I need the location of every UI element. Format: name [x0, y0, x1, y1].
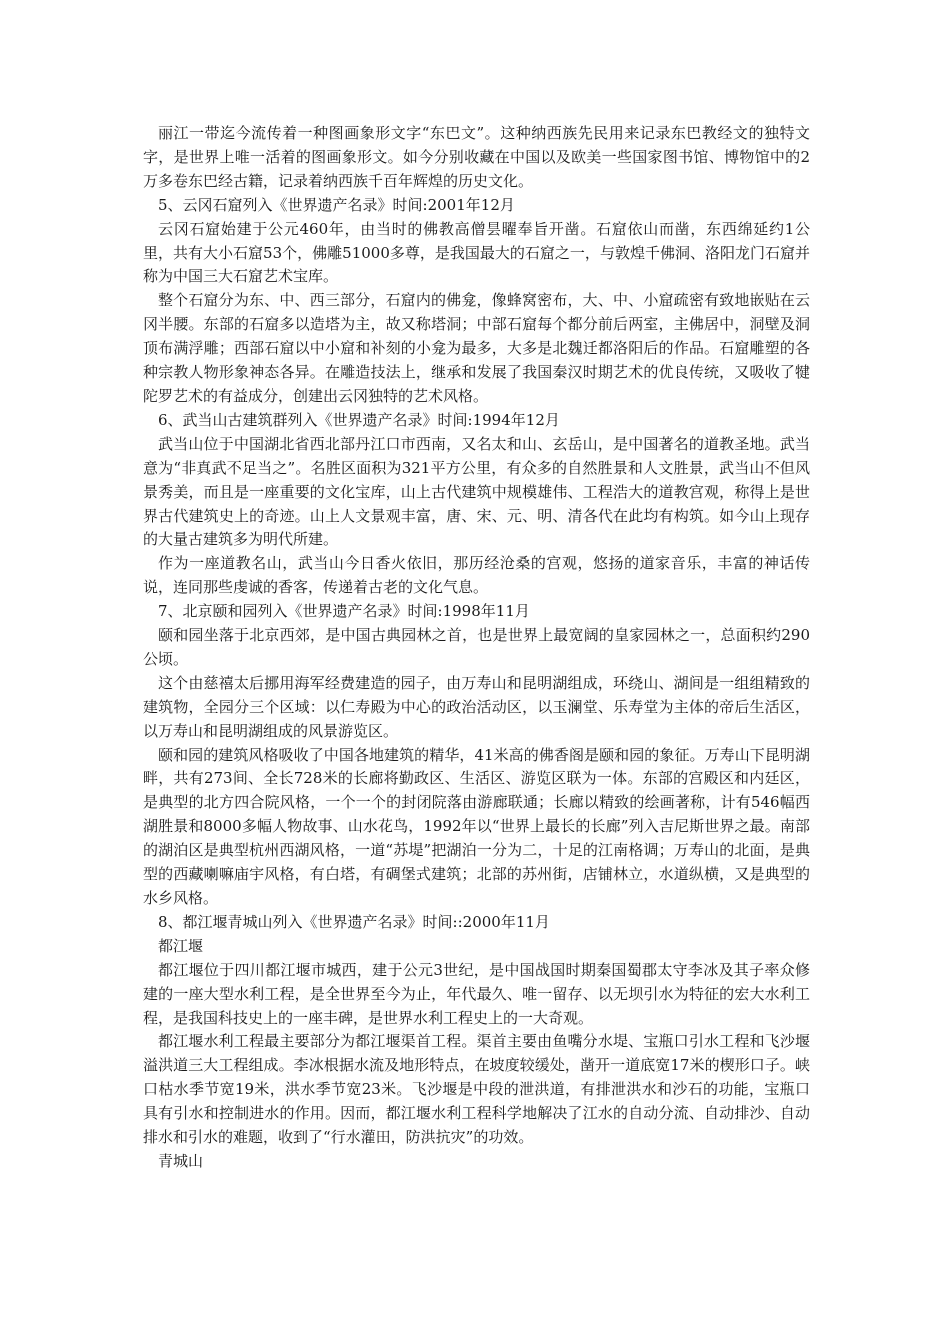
heading-yungang-grottoes: 5、云冈石窟列入《世界遗产名录》时间:2001年12月 [158, 195, 515, 214]
paragraph-wudang-culture: 作为一座道教名山，武当山今日香火依旧，那历经沧桑的宫观，悠扬的道家音乐，丰富的神话传说，连同那些虔诚的香客，传递着古老的文化气息。 [143, 554, 810, 597]
paragraph-dujiangyan-intro: 都江堰位于四川都江堰市城西，建于公元3世纪，是中国战国时期秦国蜀郡太守李冰及其子率众修建的一座大型水利工程，是全世界至今为止，年代最久、唯一留存、以无坝引水为特征的宏大水利工程，是我国科技史上的一座丰碑，是世界水利工程史上的一大奇观。 [143, 960, 810, 1027]
heading-wudang-mountains: 6、武当山古建筑群列入《世界遗产名录》时间:1994年12月 [158, 410, 560, 429]
paragraph-summer-palace-architecture: 颐和园的建筑风格吸收了中国各地建筑的精华，41米高的佛香阁是颐和园的象征。万寿山下昆明湖畔，共有273间、全长728米的长廊将勤政区、生活区、游览区联为一体。东部的宫殿区和内廷区，是典型的北方四合院风格，一个一个的封闭院落由游廊联通；长廊以精致的绘画著称，计有546幅西湖胜景和8000多幅人物故事、山水花鸟，1992年以“世界上最长的长廊”列入吉尼斯世界之最。南部的湖泊区是典型杭州西湖风格，一道“苏堤”把湖泊一分为二，十足的江南格调；万寿山的北面，是典型的西藏喇嘛庙宇风格，有白塔，有碉堡式建筑；北部的苏州街，店铺林立，水道纵横，又是典型的水乡风格。 [143, 745, 810, 907]
paragraph-wudang-intro: 武当山位于中国湖北省西北部丹江口市西南，又名太和山、玄岳山，是中国著名的道教圣地。武当意为“非真武不足当之”。名胜区面积为321平方公里，有众多的自然胜景和人文胜景，武当山不但风景秀美，而且是一座重要的文化宝库，山上古代建筑中规模雄伟、工程浩大的道教宫观，称得上是世界古代建筑史上的奇迹。山上人文景观丰富，唐、宋、元、明、清各代在此均有构筑。如今山上现存的大量古建筑多为明代所建。 [143, 434, 810, 549]
paragraph-yungang-layout: 整个石窟分为东、中、西三部分，石窟内的佛龛，像蜂窝密布，大、中、小窟疏密有致地嵌贴在云冈半腰。东部的石窟多以造塔为主，故又称塔洞；中部石窟每个都分前后两室，主佛居中，洞壁及洞顶布满浮雕；西部石窟以中小窟和补刻的小龛为最多，大多是北魏迁都洛阳后的作品。石窟雕塑的各种宗教人物形象神态各异。在雕造技法上，继承和发展了我国秦汉时期艺术的优良传统，又吸收了犍陀罗艺术的有益成分，创建出云冈独特的艺术风格。 [143, 291, 810, 405]
paragraph-summer-palace-intro: 颐和园坐落于北京西郊，是中国古典园林之首，也是世界上最宽阔的皇家园林之一，总面积约290公顷。 [143, 626, 810, 668]
heading-dujiangyan-qingcheng: 8、都江堰青城山列入《世界遗产名录》时间::2000年11月 [158, 912, 550, 931]
subheading-dujiangyan: 都江堰 [158, 936, 204, 955]
subheading-qingcheng: 青城山 [158, 1151, 204, 1170]
paragraph-dujiangyan-headworks: 都江堰水利工程最主要部分为都江堰渠首工程。渠首主要由鱼嘴分水堤、宝瓶口引水工程和飞沙堰溢洪道三大工程组成。李冰根据水流及地形特点，在坡度较缓处，凿开一道底宽17米的楔形口子。峡口枯水季节宽19米，洪水季节宽23米。飞沙堰是中段的泄洪道，有排泄洪水和沙石的功能，宝瓶口具有引水和控制进水的作用。因而，都江堰水利工程科学地解决了江水的自动分流、自动排沙、自动排水和引水的难题，收到了“行水灌田，防洪抗灾”的功效。 [143, 1032, 810, 1147]
heading-summer-palace: 7、北京颐和园列入《世界遗产名录》时间:1998年11月 [158, 602, 530, 621]
document-page [143, 122, 810, 1174]
paragraph-yungang-intro: 云冈石窟始建于公元460年，由当时的佛教高僧昙曜奉旨开凿。石窟依山而凿，东西绵延约1公里，共有大小石窟53个，佛雕51000多尊，是我国最大的石窟之一，与敦煌千佛洞、洛阳龙门石窟并称为中国三大石窟艺术宝库。 [143, 219, 810, 286]
paragraph-dongba-script: 丽江一带迄今流传着一种图画象形文字“东巴文”。这种纳西族先民用来记录东巴教经文的独特文字，是世界上唯一活着的图画象形文。如今分别收藏在中国以及欧美一些国家图书馆、博物馆中的2万多卷东巴经古籍，记录着纳西族千百年辉煌的历史文化。 [143, 124, 810, 190]
paragraph-summer-palace-areas: 这个由慈禧太后挪用海军经费建造的园子，由万寿山和昆明湖组成，环绕山、湖间是一组组精致的建筑物，全园分三个区域：以仁寿殿为中心的政治活动区，以玉澜堂、乐寿堂为主体的帝后生活区，以万寿山和昆明湖组成的风景游览区。 [143, 673, 810, 740]
